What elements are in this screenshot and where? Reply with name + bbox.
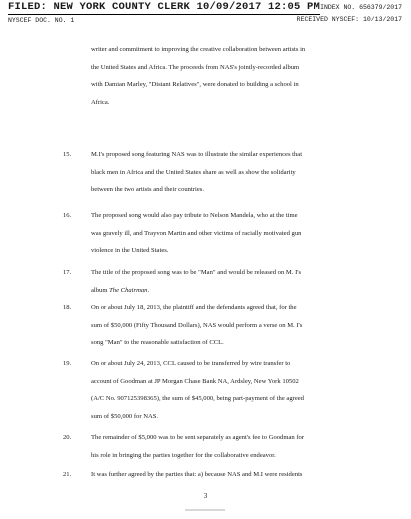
paragraph-line: his role in bringing the parties together for the collaborative endeavor. — [91, 451, 276, 459]
paragraph-17 — [63, 264, 393, 299]
paragraph-18 — [63, 299, 393, 352]
paragraph-number: 19. — [63, 360, 72, 367]
paragraph-line: It was further agreed by the parties that: a) because NAS and M.I were residents — [91, 471, 303, 478]
paragraph-19 — [63, 355, 393, 425]
paragraph-line: Africa. — [91, 98, 110, 106]
paragraph-line: sum of $50,000 for NAS. — [91, 412, 159, 420]
paragraph-line: song "Man" to the reasonable satisfaction of CCL. — [91, 339, 224, 346]
scan-artifact — [185, 509, 225, 511]
paragraph-line: album The Chairman. — [91, 286, 150, 294]
paragraph-line: The title of the proposed song was to be "Man" and would be released on M. I's — [91, 269, 302, 276]
index-number: INDEX NO. 656379/2017 — [320, 4, 402, 11]
filing-header-right — [297, 2, 402, 26]
paragraph-line: M.I's proposed song featuring NAS was to illustrate the similar experiences that — [91, 151, 303, 158]
paragraph-line: the United States and Africa. The proceeds from NAS's jointly-recorded album — [91, 63, 300, 71]
paragraph-line: black men in Africa and the United States share as well as show the solidarity — [91, 168, 296, 176]
filed-stamp: FILED: NEW YORK COUNTY CLERK 10/09/2017 12:05 PM — [8, 1, 321, 13]
paragraph-line: between the two artists and their countries. — [91, 186, 204, 193]
paragraph-line: writer and commitment to improving the creative collaboration between artists in — [91, 46, 306, 53]
paragraph-line: with Damian Marley, "Distant Relatives", were donated to building a school in — [91, 81, 299, 88]
page-number: 3 — [203, 492, 208, 500]
paragraph-line: (A/C No. 907125398365), the sum of $45,000, being part-payment of the agreed — [91, 395, 304, 402]
paragraph-20 — [63, 429, 393, 464]
paragraph-line: violence in the United States. — [91, 247, 169, 254]
paragraph-line: On or about July 18, 2013, the plaintiff and the defendants agreed that, for the — [91, 304, 297, 311]
paragraph-number: 17. — [63, 269, 72, 276]
paragraph-15 — [63, 146, 393, 199]
filing-header — [8, 1, 320, 24]
paragraph-21 — [63, 466, 393, 484]
received-date: RECEIVED NYSCEF: 10/13/2017 — [296, 16, 402, 23]
paragraph-line: sum of $50,000 (Fifty Thousand Dollars), NAS would perform a verse on M. I's — [91, 321, 303, 329]
paragraph-number: 15. — [63, 151, 72, 158]
paragraph-number: 21. — [63, 471, 72, 478]
paragraph-number: 16. — [63, 212, 72, 219]
paragraph-line: account of Goodman at JP Morgan Chase Bank NA, Ardsley, New York 10502 — [91, 377, 299, 385]
paragraph-line: The remainder of $5,000 was to be sent separately as agent's fee to Goodman for — [91, 434, 305, 441]
paragraph-16 — [63, 207, 393, 260]
paragraph-line: was gravely ill, and Trayvon Martin and other victims of racially motivated gun — [91, 229, 302, 237]
paragraph-number: 20. — [63, 434, 72, 441]
paragraph-line: The proposed song would also pay tribute to Nelson Mandela, who at the time — [91, 212, 298, 219]
nyscef-doc-number: NYSCEF DOC. NO. 1 — [8, 17, 75, 24]
album-title: The Chairman — [109, 286, 148, 294]
paragraph-number: 18. — [63, 304, 72, 311]
paragraph-line: On or about July 24, 2013, CCL caused to be transferred by wire transfer to — [91, 360, 291, 367]
continued-paragraph — [91, 41, 391, 111]
